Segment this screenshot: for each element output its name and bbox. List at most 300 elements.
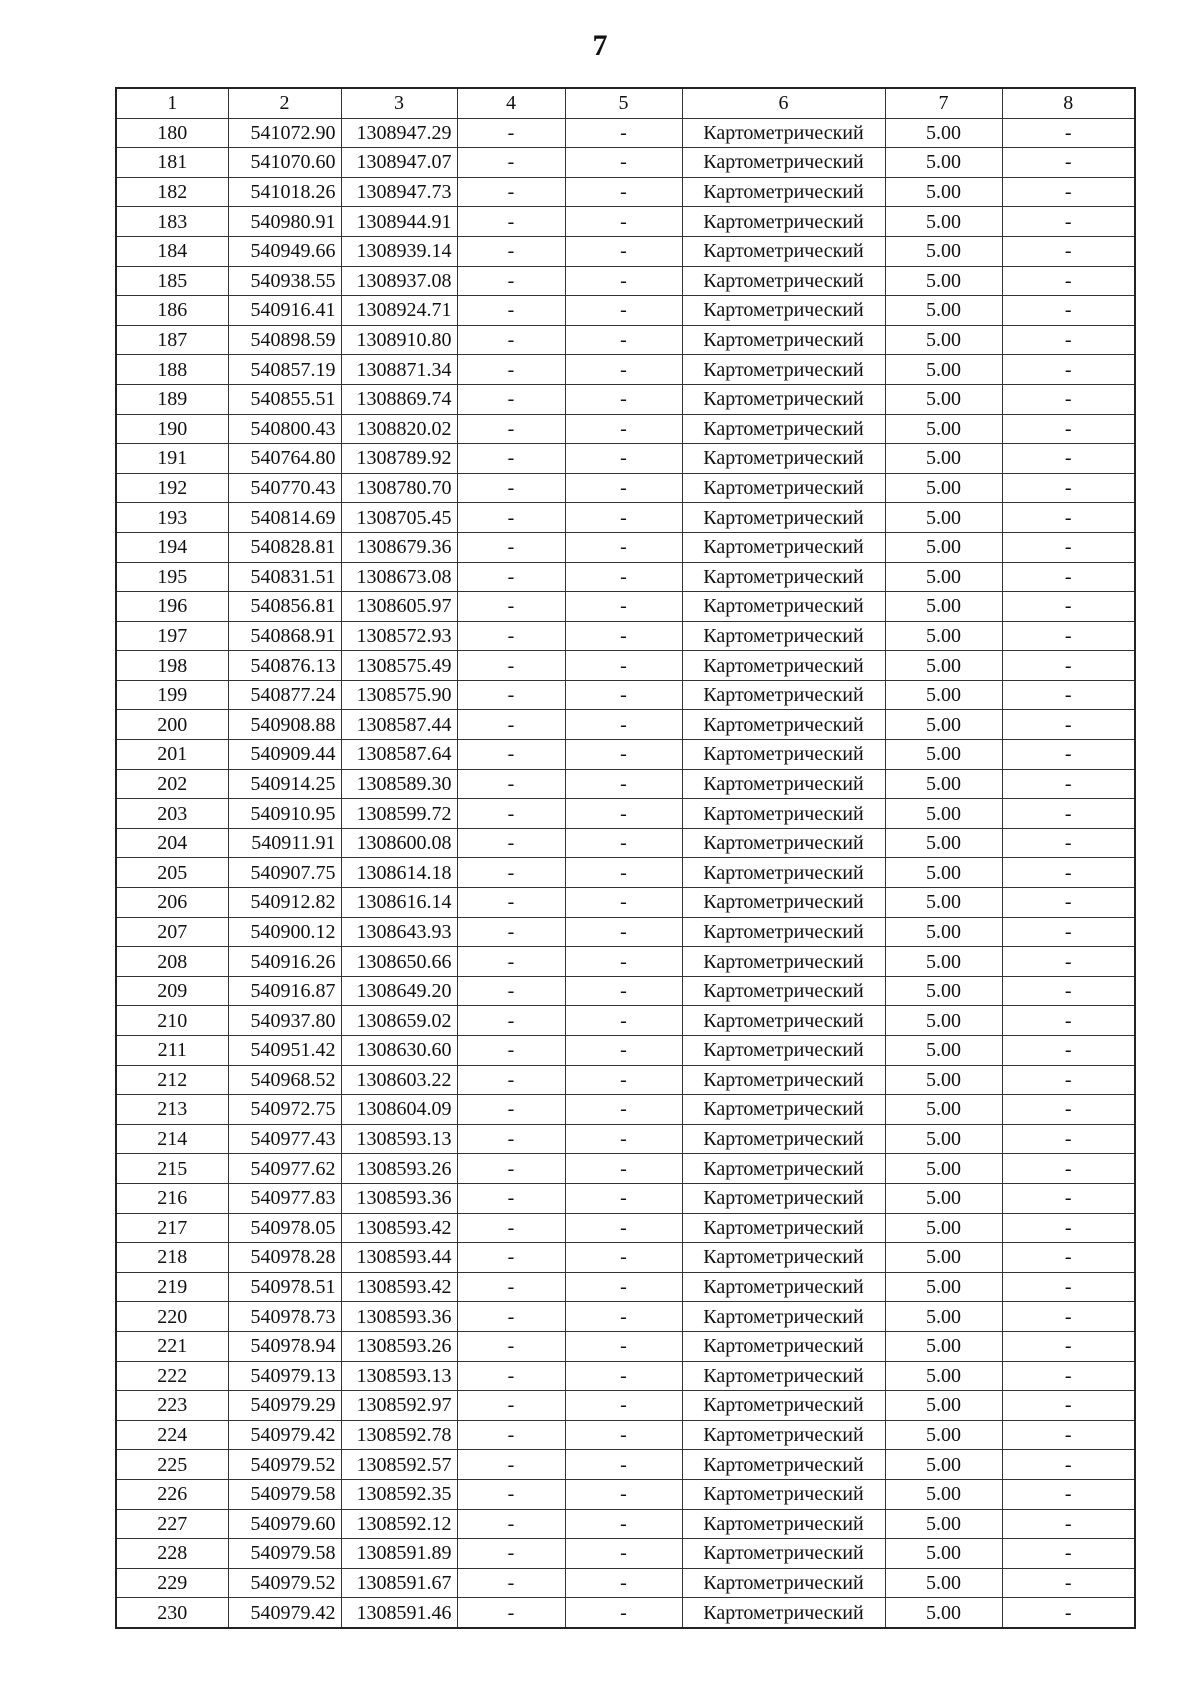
table-row (116, 828, 1135, 858)
accuracy-cell: 5.00 (885, 118, 1002, 148)
column-4-value-cell: - (457, 888, 565, 918)
column-4-value-cell: - (457, 799, 565, 829)
method-cell: Картометрический (682, 325, 885, 355)
x-coordinate-cell: 540949.66 (228, 236, 341, 266)
method-cell: Картометрический (682, 503, 885, 533)
column-8-value-cell: - (1002, 414, 1135, 444)
x-coordinate-cell: 540831.51 (228, 562, 341, 592)
column-4-value-cell: - (457, 1124, 565, 1154)
column-8-value-cell: - (1002, 118, 1135, 148)
column-8-value-cell: - (1002, 1272, 1135, 1302)
point-number-cell: 228 (116, 1539, 228, 1569)
table-row (116, 858, 1135, 888)
column-header-6: 6 (682, 88, 885, 118)
column-8-value-cell: - (1002, 1598, 1135, 1628)
column-8-value-cell: - (1002, 325, 1135, 355)
method-cell: Картометрический (682, 710, 885, 740)
column-8-value-cell: - (1002, 562, 1135, 592)
method-cell: Картометрический (682, 799, 885, 829)
column-8-value-cell: - (1002, 1243, 1135, 1273)
column-header-2: 2 (228, 88, 341, 118)
accuracy-cell: 5.00 (885, 1095, 1002, 1125)
table-row (116, 562, 1135, 592)
method-cell: Картометрический (682, 1036, 885, 1066)
header-row (116, 88, 1135, 118)
y-coordinate-cell: 1308572.93 (341, 621, 457, 651)
table-row (116, 296, 1135, 326)
column-4-value-cell: - (457, 148, 565, 178)
column-8-value-cell: - (1002, 503, 1135, 533)
column-8-value-cell: - (1002, 1361, 1135, 1391)
table-row (116, 888, 1135, 918)
accuracy-cell: 5.00 (885, 769, 1002, 799)
y-coordinate-cell: 1308592.78 (341, 1420, 457, 1450)
table-row (116, 1479, 1135, 1509)
point-number-cell: 201 (116, 740, 228, 770)
accuracy-cell: 5.00 (885, 1124, 1002, 1154)
method-cell: Картометрический (682, 148, 885, 178)
table-row (116, 118, 1135, 148)
column-5-value-cell: - (565, 1095, 682, 1125)
column-5-value-cell: - (565, 651, 682, 681)
column-4-value-cell: - (457, 828, 565, 858)
column-5-value-cell: - (565, 325, 682, 355)
column-5-value-cell: - (565, 148, 682, 178)
accuracy-cell: 5.00 (885, 1420, 1002, 1450)
table-row (116, 266, 1135, 296)
method-cell: Картометрический (682, 1095, 885, 1125)
column-4-value-cell: - (457, 532, 565, 562)
method-cell: Картометрический (682, 1598, 885, 1628)
point-number-cell: 183 (116, 207, 228, 237)
point-number-cell: 190 (116, 414, 228, 444)
x-coordinate-cell: 540979.58 (228, 1539, 341, 1569)
column-8-value-cell: - (1002, 1154, 1135, 1184)
y-coordinate-cell: 1308593.36 (341, 1183, 457, 1213)
column-header-1: 1 (116, 88, 228, 118)
column-4-value-cell: - (457, 266, 565, 296)
accuracy-cell: 5.00 (885, 1361, 1002, 1391)
point-number-cell: 203 (116, 799, 228, 829)
x-coordinate-cell: 540898.59 (228, 325, 341, 355)
point-number-cell: 230 (116, 1598, 228, 1628)
column-4-value-cell: - (457, 177, 565, 207)
y-coordinate-cell: 1308649.20 (341, 976, 457, 1006)
method-cell: Картометрический (682, 177, 885, 207)
column-5-value-cell: - (565, 1213, 682, 1243)
column-4-value-cell: - (457, 296, 565, 326)
y-coordinate-cell: 1308600.08 (341, 828, 457, 858)
method-cell: Картометрический (682, 207, 885, 237)
point-number-cell: 209 (116, 976, 228, 1006)
x-coordinate-cell: 540979.42 (228, 1420, 341, 1450)
y-coordinate-cell: 1308575.90 (341, 680, 457, 710)
column-5-value-cell: - (565, 236, 682, 266)
x-coordinate-cell: 540978.94 (228, 1331, 341, 1361)
method-cell: Картометрический (682, 740, 885, 770)
x-coordinate-cell: 540978.05 (228, 1213, 341, 1243)
column-5-value-cell: - (565, 414, 682, 444)
x-coordinate-cell: 540972.75 (228, 1095, 341, 1125)
accuracy-cell: 5.00 (885, 503, 1002, 533)
point-number-cell: 199 (116, 680, 228, 710)
column-5-value-cell: - (565, 177, 682, 207)
column-5-value-cell: - (565, 118, 682, 148)
table-row (116, 1450, 1135, 1480)
column-8-value-cell: - (1002, 473, 1135, 503)
column-8-value-cell: - (1002, 769, 1135, 799)
column-4-value-cell: - (457, 236, 565, 266)
y-coordinate-cell: 1308871.34 (341, 355, 457, 385)
method-cell: Картометрический (682, 1361, 885, 1391)
column-4-value-cell: - (457, 444, 565, 474)
y-coordinate-cell: 1308673.08 (341, 562, 457, 592)
column-4-value-cell: - (457, 1036, 565, 1066)
table-row (116, 1272, 1135, 1302)
x-coordinate-cell: 540977.83 (228, 1183, 341, 1213)
x-coordinate-cell: 541018.26 (228, 177, 341, 207)
x-coordinate-cell: 540951.42 (228, 1036, 341, 1066)
column-8-value-cell: - (1002, 1539, 1135, 1569)
column-4-value-cell: - (457, 1065, 565, 1095)
y-coordinate-cell: 1308599.72 (341, 799, 457, 829)
column-8-value-cell: - (1002, 148, 1135, 178)
column-4-value-cell: - (457, 325, 565, 355)
column-8-value-cell: - (1002, 1391, 1135, 1421)
accuracy-cell: 5.00 (885, 473, 1002, 503)
table-row (116, 325, 1135, 355)
column-5-value-cell: - (565, 1361, 682, 1391)
y-coordinate-cell: 1308659.02 (341, 1006, 457, 1036)
y-coordinate-cell: 1308616.14 (341, 888, 457, 918)
column-4-value-cell: - (457, 858, 565, 888)
column-8-value-cell: - (1002, 177, 1135, 207)
table-row (116, 1302, 1135, 1332)
point-number-cell: 205 (116, 858, 228, 888)
method-cell: Картометрический (682, 1568, 885, 1598)
point-number-cell: 193 (116, 503, 228, 533)
column-header-3: 3 (341, 88, 457, 118)
x-coordinate-cell: 540855.51 (228, 384, 341, 414)
column-4-value-cell: - (457, 503, 565, 533)
table-body (116, 118, 1135, 1628)
accuracy-cell: 5.00 (885, 621, 1002, 651)
point-number-cell: 194 (116, 532, 228, 562)
column-8-value-cell: - (1002, 917, 1135, 947)
x-coordinate-cell: 540907.75 (228, 858, 341, 888)
column-header-4: 4 (457, 88, 565, 118)
method-cell: Картометрический (682, 1331, 885, 1361)
point-number-cell: 192 (116, 473, 228, 503)
point-number-cell: 202 (116, 769, 228, 799)
y-coordinate-cell: 1308910.80 (341, 325, 457, 355)
table-row (116, 1036, 1135, 1066)
accuracy-cell: 5.00 (885, 888, 1002, 918)
column-4-value-cell: - (457, 1479, 565, 1509)
x-coordinate-cell: 540979.29 (228, 1391, 341, 1421)
point-number-cell: 187 (116, 325, 228, 355)
y-coordinate-cell: 1308614.18 (341, 858, 457, 888)
column-8-value-cell: - (1002, 592, 1135, 622)
column-4-value-cell: - (457, 1213, 565, 1243)
method-cell: Картометрический (682, 118, 885, 148)
column-4-value-cell: - (457, 1450, 565, 1480)
column-4-value-cell: - (457, 680, 565, 710)
column-4-value-cell: - (457, 1509, 565, 1539)
column-4-value-cell: - (457, 1154, 565, 1184)
accuracy-cell: 5.00 (885, 799, 1002, 829)
point-number-cell: 180 (116, 118, 228, 148)
x-coordinate-cell: 540828.81 (228, 532, 341, 562)
column-8-value-cell: - (1002, 1006, 1135, 1036)
accuracy-cell: 5.00 (885, 1213, 1002, 1243)
column-4-value-cell: - (457, 769, 565, 799)
column-5-value-cell: - (565, 976, 682, 1006)
column-8-value-cell: - (1002, 1420, 1135, 1450)
table-row (116, 1568, 1135, 1598)
y-coordinate-cell: 1308592.57 (341, 1450, 457, 1480)
method-cell: Картометрический (682, 444, 885, 474)
point-number-cell: 181 (116, 148, 228, 178)
method-cell: Картометрический (682, 1006, 885, 1036)
y-coordinate-cell: 1308947.07 (341, 148, 457, 178)
table-row (116, 917, 1135, 947)
point-number-cell: 195 (116, 562, 228, 592)
y-coordinate-cell: 1308593.36 (341, 1302, 457, 1332)
point-number-cell: 212 (116, 1065, 228, 1095)
column-8-value-cell: - (1002, 858, 1135, 888)
method-cell: Картометрический (682, 976, 885, 1006)
x-coordinate-cell: 540980.91 (228, 207, 341, 237)
accuracy-cell: 5.00 (885, 1154, 1002, 1184)
x-coordinate-cell: 540977.43 (228, 1124, 341, 1154)
y-coordinate-cell: 1308605.97 (341, 592, 457, 622)
method-cell: Картометрический (682, 769, 885, 799)
x-coordinate-cell: 540814.69 (228, 503, 341, 533)
table-row (116, 1183, 1135, 1213)
x-coordinate-cell: 540979.52 (228, 1568, 341, 1598)
column-8-value-cell: - (1002, 1124, 1135, 1154)
column-8-value-cell: - (1002, 444, 1135, 474)
accuracy-cell: 5.00 (885, 828, 1002, 858)
y-coordinate-cell: 1308593.42 (341, 1272, 457, 1302)
method-cell: Картометрический (682, 680, 885, 710)
column-5-value-cell: - (565, 384, 682, 414)
column-header-7: 7 (885, 88, 1002, 118)
point-number-cell: 198 (116, 651, 228, 681)
x-coordinate-cell: 540977.62 (228, 1154, 341, 1184)
point-number-cell: 219 (116, 1272, 228, 1302)
y-coordinate-cell: 1308947.29 (341, 118, 457, 148)
table-row (116, 503, 1135, 533)
column-5-value-cell: - (565, 828, 682, 858)
column-8-value-cell: - (1002, 947, 1135, 977)
column-4-value-cell: - (457, 1391, 565, 1421)
column-5-value-cell: - (565, 621, 682, 651)
column-4-value-cell: - (457, 384, 565, 414)
table-row (116, 710, 1135, 740)
y-coordinate-cell: 1308593.13 (341, 1124, 457, 1154)
x-coordinate-cell: 540979.60 (228, 1509, 341, 1539)
point-number-cell: 227 (116, 1509, 228, 1539)
accuracy-cell: 5.00 (885, 1509, 1002, 1539)
column-8-value-cell: - (1002, 1450, 1135, 1480)
accuracy-cell: 5.00 (885, 1391, 1002, 1421)
x-coordinate-cell: 540979.13 (228, 1361, 341, 1391)
column-header-5: 5 (565, 88, 682, 118)
y-coordinate-cell: 1308591.46 (341, 1598, 457, 1628)
column-4-value-cell: - (457, 621, 565, 651)
column-5-value-cell: - (565, 1479, 682, 1509)
column-4-value-cell: - (457, 562, 565, 592)
column-5-value-cell: - (565, 1154, 682, 1184)
y-coordinate-cell: 1308650.66 (341, 947, 457, 977)
x-coordinate-cell: 540856.81 (228, 592, 341, 622)
column-4-value-cell: - (457, 1361, 565, 1391)
table-row (116, 621, 1135, 651)
column-5-value-cell: - (565, 296, 682, 326)
method-cell: Картометрический (682, 532, 885, 562)
table-row (116, 1420, 1135, 1450)
column-5-value-cell: - (565, 1302, 682, 1332)
y-coordinate-cell: 1308924.71 (341, 296, 457, 326)
column-4-value-cell: - (457, 740, 565, 770)
column-4-value-cell: - (457, 917, 565, 947)
column-5-value-cell: - (565, 473, 682, 503)
column-8-value-cell: - (1002, 236, 1135, 266)
accuracy-cell: 5.00 (885, 236, 1002, 266)
column-5-value-cell: - (565, 1568, 682, 1598)
column-5-value-cell: - (565, 740, 682, 770)
accuracy-cell: 5.00 (885, 296, 1002, 326)
y-coordinate-cell: 1308679.36 (341, 532, 457, 562)
column-5-value-cell: - (565, 532, 682, 562)
accuracy-cell: 5.00 (885, 266, 1002, 296)
table-row (116, 976, 1135, 1006)
accuracy-cell: 5.00 (885, 1450, 1002, 1480)
point-number-cell: 218 (116, 1243, 228, 1273)
method-cell: Картометрический (682, 1450, 885, 1480)
point-number-cell: 229 (116, 1568, 228, 1598)
column-5-value-cell: - (565, 503, 682, 533)
x-coordinate-cell: 540914.25 (228, 769, 341, 799)
x-coordinate-cell: 540909.44 (228, 740, 341, 770)
x-coordinate-cell: 540937.80 (228, 1006, 341, 1036)
table-row (116, 414, 1135, 444)
column-5-value-cell: - (565, 1243, 682, 1273)
accuracy-cell: 5.00 (885, 562, 1002, 592)
accuracy-cell: 5.00 (885, 325, 1002, 355)
x-coordinate-cell: 540979.52 (228, 1450, 341, 1480)
x-coordinate-cell: 541070.60 (228, 148, 341, 178)
point-number-cell: 186 (116, 296, 228, 326)
x-coordinate-cell: 540912.82 (228, 888, 341, 918)
x-coordinate-cell: 540800.43 (228, 414, 341, 444)
x-coordinate-cell: 540979.42 (228, 1598, 341, 1628)
point-number-cell: 188 (116, 355, 228, 385)
column-5-value-cell: - (565, 888, 682, 918)
table-row (116, 769, 1135, 799)
method-cell: Картометрический (682, 296, 885, 326)
method-cell: Картометрический (682, 1183, 885, 1213)
table-row (116, 947, 1135, 977)
column-8-value-cell: - (1002, 976, 1135, 1006)
column-4-value-cell: - (457, 473, 565, 503)
table-row (116, 651, 1135, 681)
accuracy-cell: 5.00 (885, 1479, 1002, 1509)
column-4-value-cell: - (457, 1598, 565, 1628)
column-8-value-cell: - (1002, 740, 1135, 770)
column-5-value-cell: - (565, 444, 682, 474)
point-number-cell: 206 (116, 888, 228, 918)
table-row (116, 680, 1135, 710)
column-8-value-cell: - (1002, 1213, 1135, 1243)
accuracy-cell: 5.00 (885, 947, 1002, 977)
x-coordinate-cell: 540911.91 (228, 828, 341, 858)
column-8-value-cell: - (1002, 1065, 1135, 1095)
column-8-value-cell: - (1002, 532, 1135, 562)
column-5-value-cell: - (565, 1036, 682, 1066)
accuracy-cell: 5.00 (885, 384, 1002, 414)
column-8-value-cell: - (1002, 1568, 1135, 1598)
column-4-value-cell: - (457, 1568, 565, 1598)
method-cell: Картометрический (682, 1539, 885, 1569)
method-cell: Картометрический (682, 236, 885, 266)
column-5-value-cell: - (565, 1183, 682, 1213)
column-5-value-cell: - (565, 1598, 682, 1628)
accuracy-cell: 5.00 (885, 355, 1002, 385)
method-cell: Картометрический (682, 473, 885, 503)
column-8-value-cell: - (1002, 828, 1135, 858)
point-number-cell: 200 (116, 710, 228, 740)
y-coordinate-cell: 1308593.26 (341, 1331, 457, 1361)
column-4-value-cell: - (457, 207, 565, 237)
column-4-value-cell: - (457, 651, 565, 681)
table-row (116, 532, 1135, 562)
point-number-cell: 221 (116, 1331, 228, 1361)
column-8-value-cell: - (1002, 1479, 1135, 1509)
column-8-value-cell: - (1002, 1183, 1135, 1213)
page-number: 7 (592, 29, 608, 62)
table-row (116, 1213, 1135, 1243)
column-4-value-cell: - (457, 1006, 565, 1036)
point-number-cell: 197 (116, 621, 228, 651)
x-coordinate-cell: 540868.91 (228, 621, 341, 651)
column-5-value-cell: - (565, 680, 682, 710)
y-coordinate-cell: 1308869.74 (341, 384, 457, 414)
column-8-value-cell: - (1002, 1095, 1135, 1125)
column-8-value-cell: - (1002, 207, 1135, 237)
column-4-value-cell: - (457, 1539, 565, 1569)
y-coordinate-cell: 1308587.44 (341, 710, 457, 740)
x-coordinate-cell: 540764.80 (228, 444, 341, 474)
column-8-value-cell: - (1002, 651, 1135, 681)
column-5-value-cell: - (565, 1272, 682, 1302)
x-coordinate-cell: 540916.41 (228, 296, 341, 326)
column-8-value-cell: - (1002, 1509, 1135, 1539)
accuracy-cell: 5.00 (885, 1243, 1002, 1273)
y-coordinate-cell: 1308593.26 (341, 1154, 457, 1184)
x-coordinate-cell: 540908.88 (228, 710, 341, 740)
column-5-value-cell: - (565, 710, 682, 740)
method-cell: Картометрический (682, 1479, 885, 1509)
accuracy-cell: 5.00 (885, 680, 1002, 710)
x-coordinate-cell: 540979.58 (228, 1479, 341, 1509)
y-coordinate-cell: 1308575.49 (341, 651, 457, 681)
y-coordinate-cell: 1308944.91 (341, 207, 457, 237)
column-4-value-cell: - (457, 1272, 565, 1302)
column-4-value-cell: - (457, 118, 565, 148)
